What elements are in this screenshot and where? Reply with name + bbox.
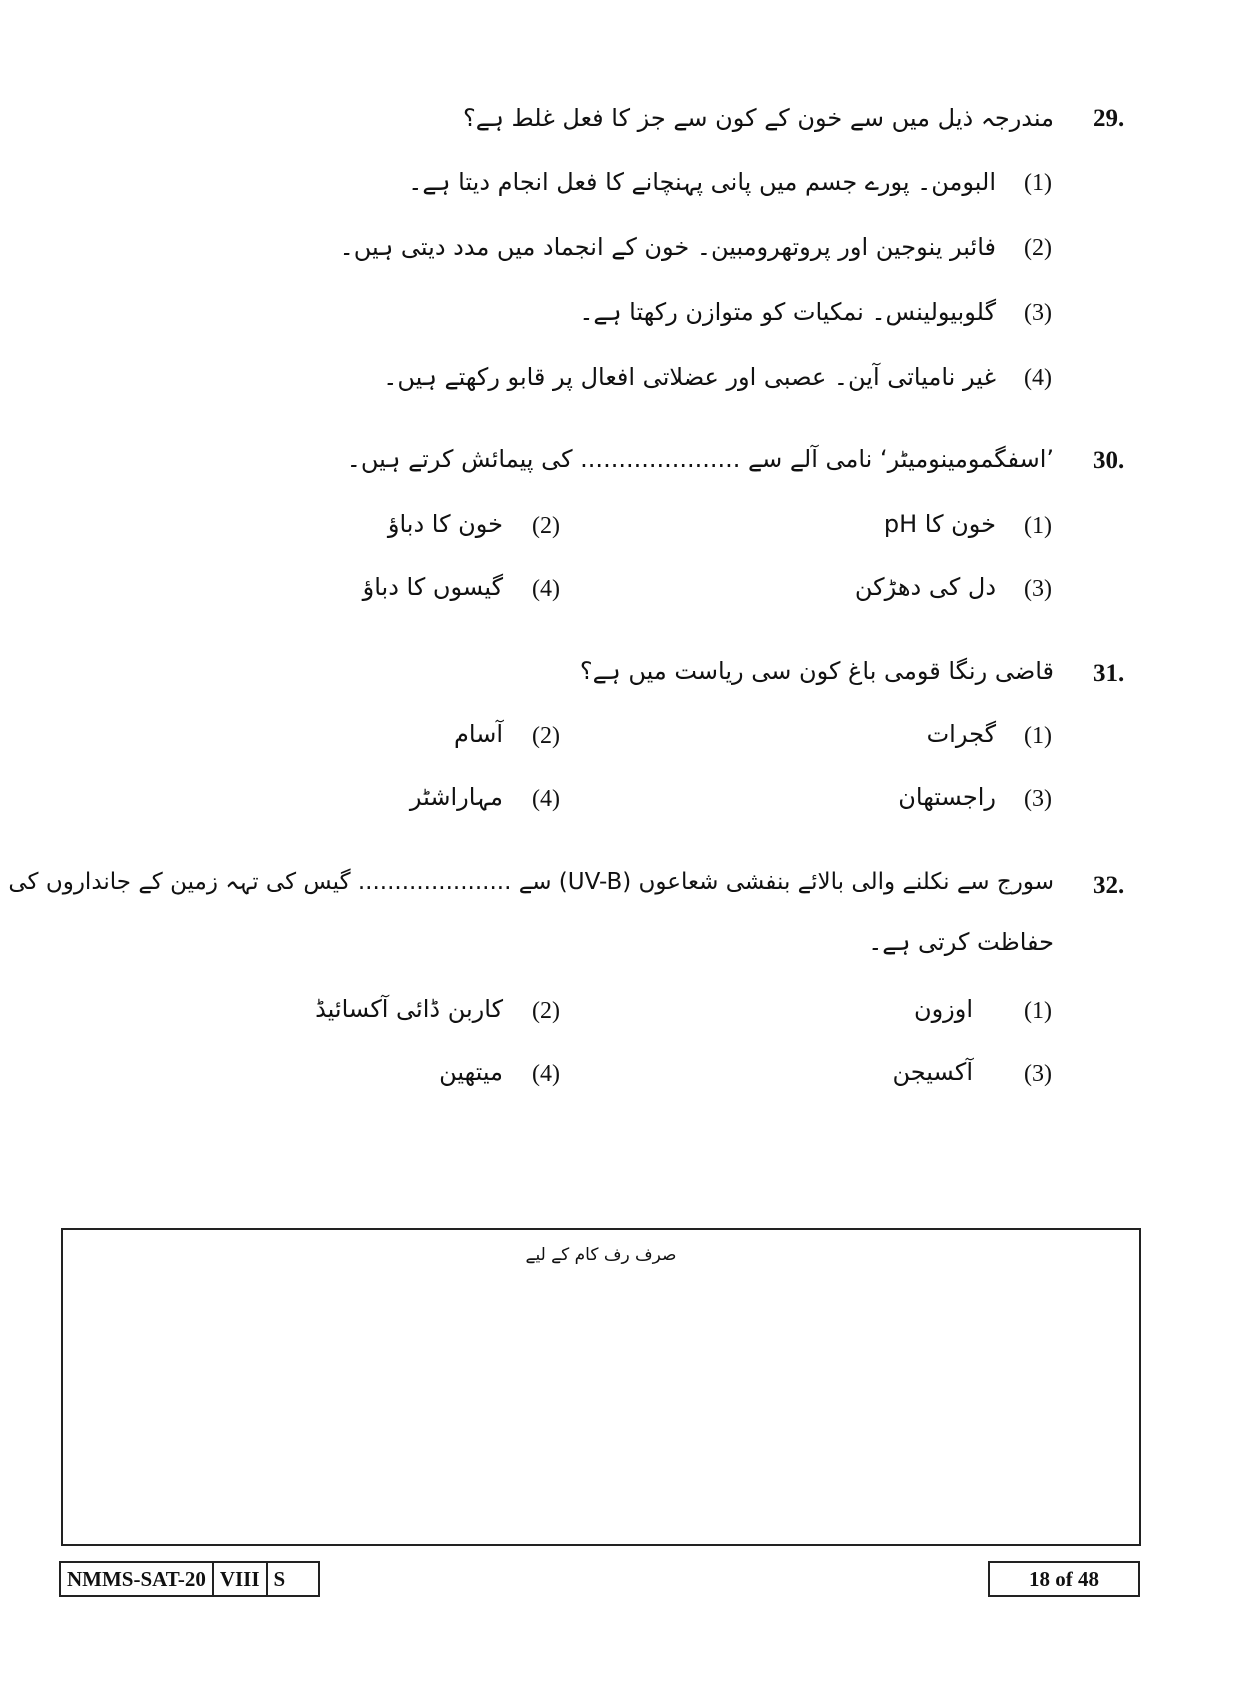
- option-number: (2): [1024, 235, 1052, 261]
- option-number: (4): [532, 786, 560, 812]
- question-text: حفاظت کرتی ہے۔: [868, 928, 1054, 956]
- medium-label: S: [273, 1567, 286, 1591]
- footer-exam-info: [59, 1561, 320, 1597]
- option-number: (2): [532, 723, 560, 749]
- question-number: 29.: [1093, 105, 1125, 132]
- rough-work-box: [61, 1228, 1141, 1546]
- rough-work-label: صرف رف کام کے لیے: [525, 1245, 677, 1265]
- option-number: (3): [1024, 300, 1052, 326]
- option-number: (3): [1024, 786, 1052, 812]
- option-number: (3): [1024, 1061, 1052, 1087]
- exam-code: NMMS-SAT-20: [61, 1563, 214, 1595]
- question-text: مندرجہ ذیل میں سے خون کے کون سے جز کا فعل غلط ہے؟: [463, 104, 1054, 132]
- option-number: (4): [532, 1061, 560, 1087]
- option-text: اوزون: [913, 995, 973, 1023]
- option-number: (1): [1024, 723, 1052, 749]
- question-text: سورج سے نکلنے والی بالائے بنفشی شعاعوں (UV-B) سے ..................... گیس کی تہہ زمین کے جانداروں کی: [8, 869, 1054, 895]
- option-text: خون کا pH: [883, 510, 996, 538]
- question-number: 31.: [1093, 660, 1125, 687]
- option-number: (1): [1024, 170, 1052, 196]
- option-text: گجرات: [926, 720, 996, 748]
- option-text: راجستھان: [898, 783, 996, 811]
- option-number: (2): [532, 998, 560, 1024]
- option-text: آکسیجن: [892, 1058, 973, 1086]
- option-text: گلوبیولینس۔ نمکیات کو متوازن رکھتا ہے۔: [579, 298, 996, 326]
- option-text: فائبر ینوجین اور پروتھرومبین۔ خون کے انجماد میں مدد دیتی ہیں۔: [339, 233, 996, 261]
- option-text: مہاراشٹر: [409, 783, 503, 811]
- question-text: ’اسفگمومینومیٹر‘ نامی آلے سے ..................... کی پیمائش کرتے ہیں۔: [346, 445, 1054, 473]
- option-text: میتھین: [439, 1058, 503, 1086]
- option-text: دل کی دھڑکن: [854, 573, 996, 601]
- option-number: (2): [532, 513, 560, 539]
- option-text: آسام: [454, 720, 503, 748]
- option-text: کاربن ڈائی آکسائیڈ: [315, 995, 503, 1023]
- option-text: خون کا دباؤ: [387, 510, 503, 538]
- option-number: (1): [1024, 998, 1052, 1024]
- option-number: (4): [1024, 365, 1052, 391]
- question-number: 30.: [1093, 447, 1125, 474]
- option-text: غیر نامیاتی آین۔ عصبی اور عضلاتی افعال پر قابو رکھتے ہیں۔: [383, 363, 996, 391]
- question-number: 32.: [1093, 872, 1125, 899]
- option-number: (4): [532, 576, 560, 602]
- page-number: 18 of 48: [988, 1561, 1140, 1597]
- option-number: (1): [1024, 513, 1052, 539]
- question-text: قاضی رنگا قومی باغ کون سی ریاست میں ہے؟: [579, 657, 1054, 685]
- class-label: VIII: [214, 1563, 268, 1595]
- option-text: گیسوں کا دباؤ: [362, 573, 503, 601]
- option-text: البومن۔ پورے جسم میں پانی پہنچانے کا فعل انجام دیتا ہے۔: [408, 168, 996, 196]
- option-number: (3): [1024, 576, 1052, 602]
